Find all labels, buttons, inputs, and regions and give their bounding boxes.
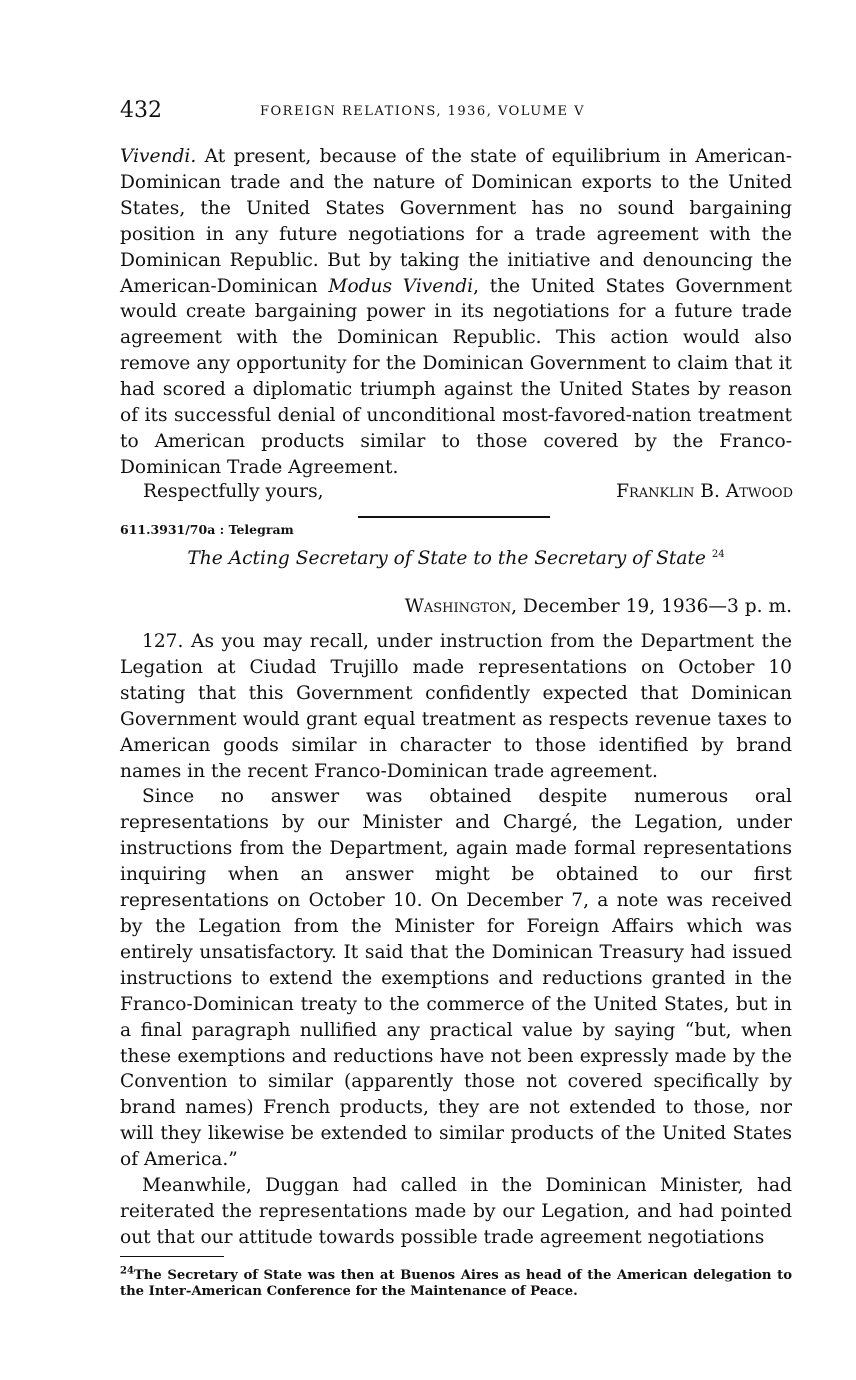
footnote-reference: 24 bbox=[711, 548, 725, 560]
footnote-divider bbox=[120, 1256, 224, 1257]
paragraph-text: At present, because of the state of equilibrium in American-Dominican trade and the nature of Dominican exports to the United States, the United States Government has no sound bargaining position in any future negotiations for a trade agreement with the Dominican Republic. But by taking the initiative and denouncing the American-Dominican bbox=[120, 146, 792, 297]
signature: Franklin B. Atwood bbox=[616, 481, 793, 502]
footnote bbox=[120, 1265, 792, 1300]
body-paragraph: Meanwhile, Duggan had called in the Dominican Minister, had reiterated the representations made by our Legation, and had pointed out that our attitude towards possible trade agreement negotiations bbox=[120, 1175, 792, 1248]
dateline-date: , December 19, 1936—3 p. m. bbox=[511, 596, 792, 617]
page-number: 432 bbox=[120, 98, 162, 123]
document-id: 611.3931/70a : Telegram bbox=[120, 522, 294, 537]
document-heading bbox=[120, 548, 792, 569]
italic-lead: Vivendi. bbox=[120, 146, 197, 167]
dateline bbox=[405, 596, 792, 617]
italic-phrase: Modus Vivendi bbox=[328, 275, 474, 297]
running-title: FOREIGN RELATIONS, 1936, VOLUME V bbox=[260, 104, 585, 119]
body-paragraph: Since no answer was obtained despite numerous oral representations by our Minister and Chargé, the Legation, under instructions from the Department, again made formal representations inquiring when an answer might be obtained to our first representations on October 10. On December 7, a note was received by the Legation from the Minister for Foreign Affairs which was entirely unsatisfactory. It said that the Dominican Treasury had issued instructions to extend the exemptions and reductions granted in the Franco-Dominican treaty to the commerce of the United States, but in a final paragraph nullified any practical value by saying “but, when these exemptions and reductions have not been expressly made by the Convention to similar (apparently those not covered specifically by brand names) French products, they are not extended to those, nor will they likewise be extended to similar products of the United States of America.” bbox=[120, 786, 792, 1171]
continued-paragraph bbox=[120, 144, 792, 481]
footnote-marker: 24 bbox=[120, 1265, 134, 1277]
closing: Respectfully yours, bbox=[143, 481, 324, 502]
section-divider bbox=[358, 516, 550, 518]
footnote-text: The Secretary of State was then at Buenos Aires as head of the American delegation to the Inter-American Conference for the Maintenance of Peace. bbox=[120, 1268, 792, 1299]
heading-text: The Acting Secretary of State to the Secretary of State bbox=[187, 548, 706, 569]
paragraph-text: , the United States Government would create bargaining power in its negotiations for a future trade agreement with the Dominican Republic. This action would also remove any opportunity for the Dominican Government to claim that it had scored a diplomatic triumph against the United States by reason of its successful denial of unconditional most-favored-nation treatment to American products similar to those covered by the Franco-Dominican Trade Agreement. bbox=[120, 275, 792, 478]
page-header bbox=[120, 98, 792, 128]
signoff bbox=[143, 481, 793, 507]
telegram-body bbox=[120, 629, 792, 1251]
body-paragraph: 127. As you may recall, under instruction from the Department the Legation at Ciudad Trujillo made representations on October 10 stating that this Government confidently expected that Dominican Government would grant equal treatment as respects revenue taxes to American goods similar in character to those identified by brand names in the recent Franco-Dominican trade agreement. bbox=[120, 631, 792, 782]
dateline-place: Washington bbox=[404, 596, 512, 617]
